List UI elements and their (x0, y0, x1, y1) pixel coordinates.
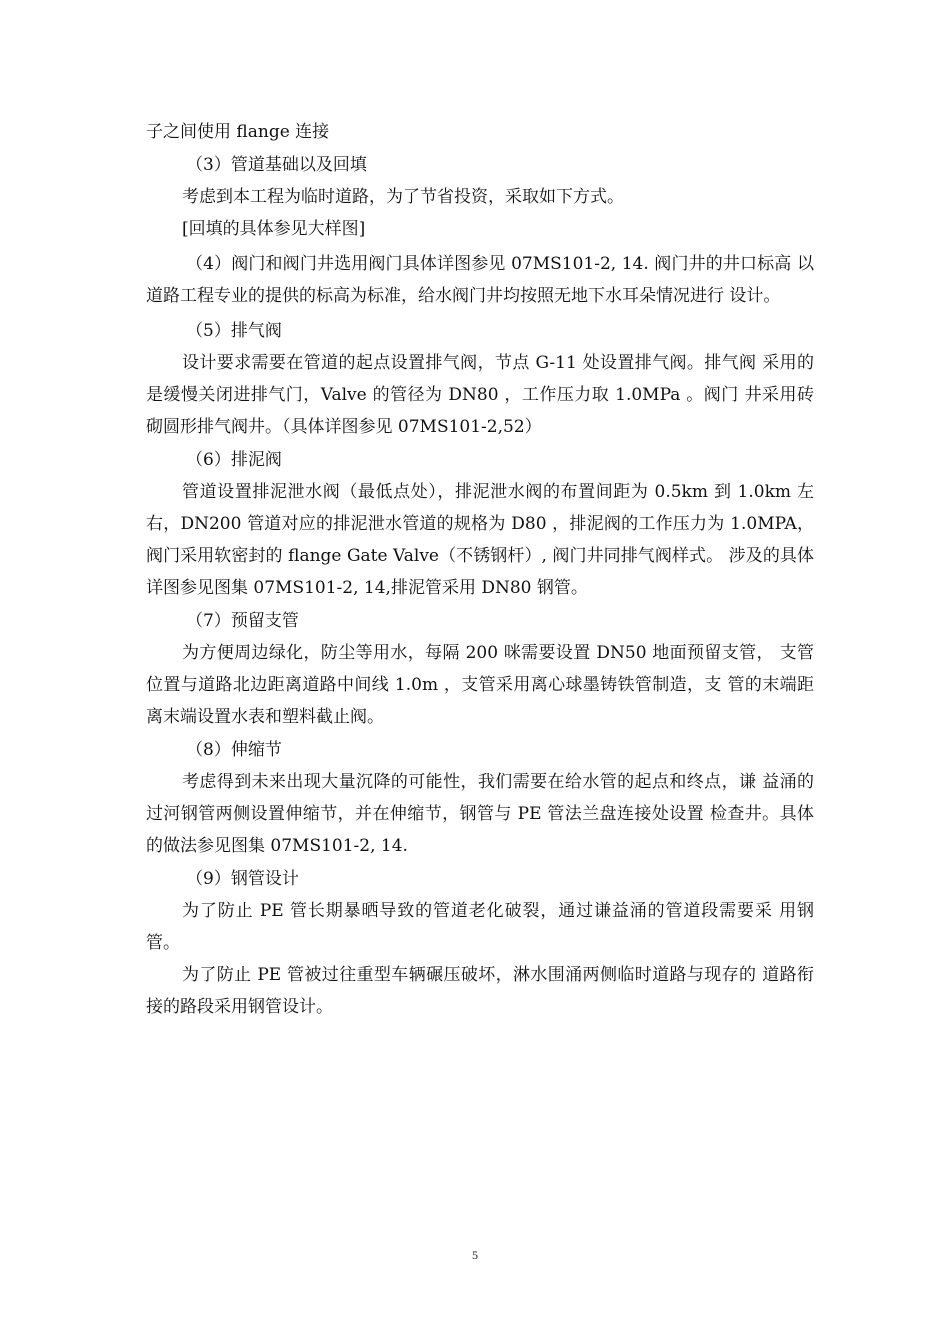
section-heading-expansion-joint: （8）伸缩节 (186, 740, 282, 760)
section-heading-drain-valve: （6）排泥阀 (186, 450, 282, 470)
paragraph-drain-valve-design: 管道设置排泥泄水阀（最低点处），排泥泄水阀的布置间距为 0.5km 到 1.0km 左右，DN200 管道对应的排泥泄水管道的规格为 D80 ，排泥阀的工作压力为 1.0MPA，阀门采用软密封的 flange Gate Valve（不锈钢杆）, 阀门井同排气阀样式。 涉及的具体详图参见图集 07MS101-2, 14,排泥管采用 DN80 钢管。 (146, 482, 814, 598)
section-valves-and-wells: （4）阀门和阀门井选用阀门具体详图参见 07MS101-2, 14. 阀门井的井口标高 以道路工程专业的提供的标高为标准，给水阀门井均按照无地下水耳朵情况进行 设计。 (146, 254, 814, 306)
paragraph-steel-pipe-traffic: 为了防止 PE 管被过往重型车辆碾压破坏，淋水围涌两侧临时道路与现存的 道路衔接的路段采用钢管设计。 (146, 965, 814, 1017)
paragraph-investment-note: 考虑到本工程为临时道路，为了节省投资，采取如下方式。 (182, 187, 624, 207)
section-heading-reserved-branch: （7）预留支管 (186, 611, 299, 631)
paragraph-backfill-reference: [回填的具体参见大样图] (182, 219, 366, 239)
paragraph-flange-continuation: 子之间使用 flange 连接 (146, 122, 330, 142)
section-heading-steel-pipe: （9）钢管设计 (186, 869, 299, 889)
paragraph-air-valve-design: 设计要求需要在管道的起点设置排气阀，节点 G-11 处设置排气阀。排气阀 采用的是缓慢关闭进排气门，Valve 的管径为 DN80 ，工作压力取 1.0MPa 。阀门 井采用砖砌圆形排气阀井。（具体详图参见 07MS101-2,52） (146, 353, 814, 437)
page-body (146, 116, 814, 1023)
section-heading-air-valve: （5）排气阀 (186, 321, 282, 341)
paragraph-reserved-branch-design: 为方便周边绿化，防尘等用水，每隔 200 咪需要设置 DN50 地面预留支管， 支管位置与道路北边距离道路中间线 1.0m ，支管采用离心球墨铸铁管制造，支 管的末端距离末端设置水表和塑料截止阀。 (146, 643, 814, 727)
section-heading-pipe-foundation: （3）管道基础以及回填 (186, 155, 367, 175)
page-number: 5 (472, 1248, 478, 1262)
paragraph-expansion-joint-design: 考虑得到未来出现大量沉降的可能性，我们需要在给水管的起点和终点，谦 益涌的过河钢管两侧设置伸缩节，并在伸缩节，钢管与 PE 管法兰盘连接处设置 检查井。具体的做法参见图集 07MS101-2, 14. (146, 772, 814, 856)
paragraph-steel-pipe-aging: 为了防止 PE 管长期暴晒导致的管道老化破裂，通过谦益涌的管道段需要采 用钢管。 (146, 901, 814, 953)
